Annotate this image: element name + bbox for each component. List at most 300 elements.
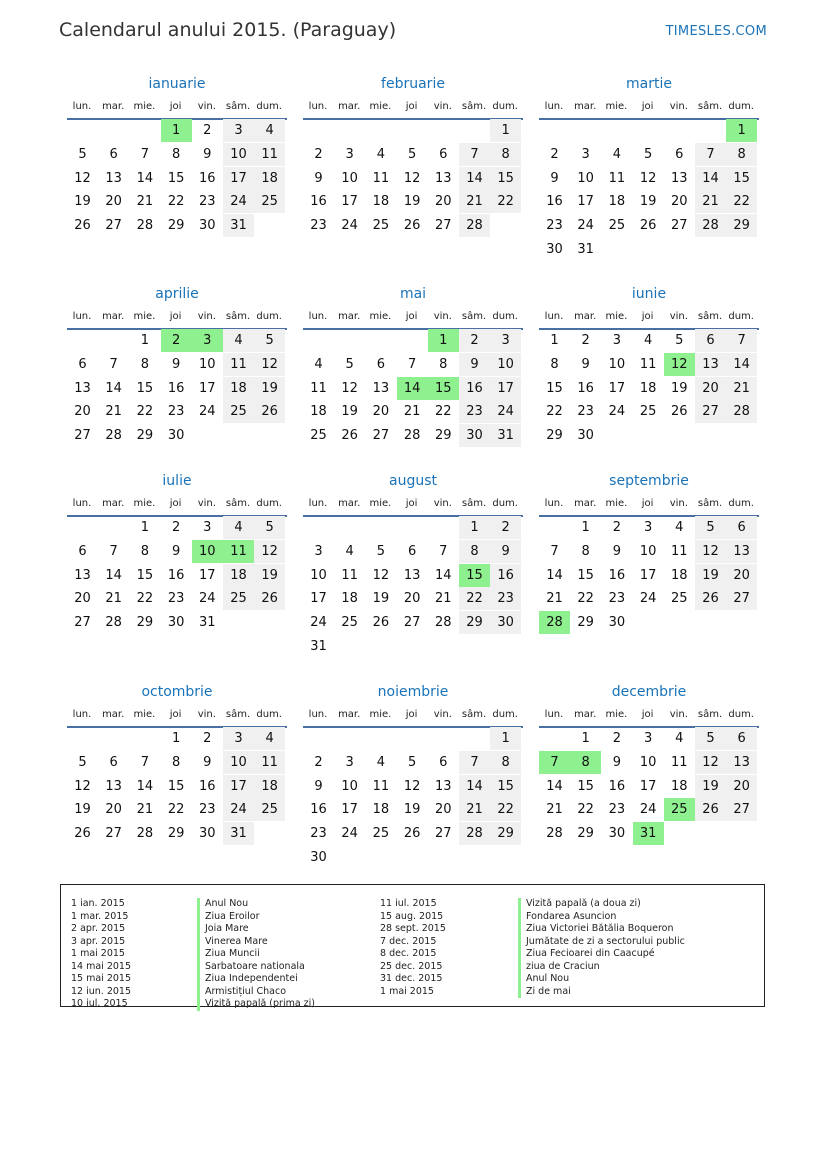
day-cell: 27 bbox=[671, 218, 688, 234]
day-cell: 16 bbox=[310, 194, 327, 210]
weekday-header: joi bbox=[169, 101, 182, 112]
day-cell: 5 bbox=[407, 146, 417, 162]
day-cell: 22 bbox=[490, 190, 521, 213]
day-cell: 24 bbox=[490, 400, 521, 423]
day-cell: 19 bbox=[639, 194, 657, 210]
day-cell: 20 bbox=[726, 564, 757, 587]
weekday-header: mar. bbox=[574, 101, 597, 112]
day-cell: 22 bbox=[136, 404, 154, 420]
weekday-header: lun. bbox=[308, 498, 328, 509]
weekday-header: dum. bbox=[492, 311, 518, 322]
day-cell: 6 bbox=[376, 356, 386, 372]
day-cell: 21 bbox=[459, 798, 490, 821]
day-cell: 4 bbox=[643, 333, 653, 348]
day-cell: 7 bbox=[550, 543, 559, 559]
weekday-header: mie. bbox=[133, 101, 156, 112]
day-cell: 18 bbox=[310, 404, 327, 420]
day-cell: 21 bbox=[136, 194, 154, 210]
day-cell: 3 bbox=[223, 727, 254, 750]
legend-date: 15 aug. 2015 bbox=[380, 910, 444, 922]
day-cell: 23 bbox=[546, 218, 563, 234]
holiday-day-cell: 28 bbox=[539, 611, 570, 634]
day-cell: 5 bbox=[376, 543, 386, 559]
day-cell: 7 bbox=[459, 143, 490, 166]
day-cell: 22 bbox=[490, 798, 521, 821]
weekday-header: vin. bbox=[433, 101, 452, 112]
day-cell: 24 bbox=[199, 591, 216, 607]
day-cell: 24 bbox=[223, 798, 254, 821]
day-cell: 1 bbox=[490, 119, 521, 142]
day-cell: 4 bbox=[223, 329, 254, 352]
day-cell: 17 bbox=[341, 194, 358, 210]
day-cell: 8 bbox=[490, 143, 521, 166]
day-cell: 20 bbox=[726, 775, 757, 798]
weekday-header: joi bbox=[405, 101, 418, 112]
day-cell: 24 bbox=[310, 615, 327, 631]
legend-holiday-name: Vinerea Mare bbox=[197, 936, 315, 949]
day-cell: 29 bbox=[136, 615, 154, 631]
day-cell: 22 bbox=[726, 190, 757, 213]
day-cell: 19 bbox=[74, 194, 91, 210]
day-cell: 4 bbox=[254, 119, 285, 142]
day-cell: 19 bbox=[671, 380, 688, 396]
weekday-header: mar. bbox=[574, 709, 597, 720]
weekday-header: lun. bbox=[544, 709, 564, 720]
day-cell: 2 bbox=[459, 329, 490, 352]
day-cell: 28 bbox=[695, 214, 726, 237]
day-cell: 28 bbox=[136, 826, 154, 842]
page-title: Calendarul anului 2015. (Paraguay) bbox=[59, 19, 397, 41]
weekday-header: joi bbox=[641, 101, 654, 112]
legend-date: 28 sept. 2015 bbox=[380, 923, 446, 934]
weekday-header: vin. bbox=[433, 311, 452, 322]
legend-date: 12 iun. 2015 bbox=[71, 985, 132, 997]
day-cell: 29 bbox=[459, 611, 490, 634]
day-cell: 10 bbox=[310, 567, 327, 583]
weekday-header: sâm. bbox=[697, 498, 723, 509]
holiday-day-cell: 14 bbox=[397, 377, 428, 400]
weekday-header: mar. bbox=[338, 498, 361, 509]
day-cell: 24 bbox=[223, 190, 254, 213]
day-cell: 19 bbox=[254, 564, 285, 587]
day-cell: 23 bbox=[577, 404, 594, 420]
weekday-header: mar. bbox=[338, 311, 361, 322]
day-cell: 25 bbox=[254, 190, 285, 213]
day-cell: 24 bbox=[639, 802, 657, 818]
day-cell: 9 bbox=[171, 356, 181, 372]
day-cell: 15 bbox=[167, 778, 185, 794]
day-cell: 30 bbox=[546, 242, 563, 257]
day-cell: 31 bbox=[490, 424, 521, 447]
day-cell: 25 bbox=[223, 587, 254, 610]
weekday-header: vin. bbox=[669, 498, 688, 509]
weekday-header: mie. bbox=[133, 498, 156, 509]
day-cell: 5 bbox=[695, 516, 726, 539]
day-cell: 21 bbox=[695, 190, 726, 213]
weekday-header: mie. bbox=[133, 311, 156, 322]
day-cell: 16 bbox=[490, 564, 521, 587]
day-cell: 14 bbox=[136, 170, 154, 186]
day-cell: 27 bbox=[695, 400, 726, 423]
day-cell: 14 bbox=[546, 778, 563, 794]
day-cell: 17 bbox=[310, 591, 327, 607]
day-cell: 25 bbox=[254, 798, 285, 821]
weekday-header: vin. bbox=[433, 498, 452, 509]
day-cell: 6 bbox=[675, 146, 684, 162]
day-cell: 29 bbox=[546, 428, 563, 444]
weekday-header: mie. bbox=[605, 101, 628, 112]
day-cell: 26 bbox=[403, 826, 421, 842]
day-cell: 18 bbox=[372, 194, 390, 210]
day-cell: 15 bbox=[136, 567, 154, 583]
day-cell: 13 bbox=[726, 540, 757, 563]
day-cell: 18 bbox=[223, 377, 254, 400]
day-cell: 10 bbox=[223, 143, 254, 166]
day-cell: 18 bbox=[671, 778, 688, 794]
weekday-header: mar. bbox=[102, 498, 125, 509]
day-cell: 29 bbox=[577, 615, 594, 631]
day-cell: 17 bbox=[608, 380, 626, 396]
day-cell: 14 bbox=[105, 380, 122, 396]
day-cell: 30 bbox=[199, 218, 216, 234]
legend-holiday-name: Armistițiul Chaco bbox=[197, 986, 315, 999]
day-cell: 19 bbox=[695, 775, 726, 798]
legend-holiday-name: Sarbatoare nationala bbox=[197, 961, 315, 974]
day-cell: 1 bbox=[171, 731, 181, 746]
day-cell: 18 bbox=[608, 194, 626, 210]
day-cell: 16 bbox=[608, 778, 626, 794]
weekday-header: sâm. bbox=[461, 311, 487, 322]
weekday-header: sâm. bbox=[697, 311, 723, 322]
weekday-header: sâm. bbox=[697, 101, 723, 112]
day-cell: 22 bbox=[546, 404, 563, 420]
day-cell: 7 bbox=[695, 143, 726, 166]
day-cell: 29 bbox=[167, 218, 185, 234]
day-cell: 17 bbox=[341, 802, 358, 818]
month-name: ianuarie bbox=[148, 76, 206, 92]
day-cell: 14 bbox=[459, 775, 490, 798]
day-cell: 19 bbox=[254, 377, 285, 400]
holiday-day-cell: 1 bbox=[428, 329, 459, 352]
day-cell: 5 bbox=[643, 146, 653, 162]
day-cell: 10 bbox=[639, 543, 657, 559]
legend-date: 15 mai 2015 bbox=[71, 973, 132, 984]
day-cell: 2 bbox=[581, 333, 590, 348]
day-cell: 25 bbox=[310, 428, 327, 444]
day-cell: 27 bbox=[105, 218, 122, 234]
day-cell: 16 bbox=[199, 778, 216, 794]
day-cell: 25 bbox=[372, 218, 390, 234]
legend-holiday-name: Vizită papală (a doua zi) bbox=[518, 898, 685, 911]
day-cell: 15 bbox=[167, 170, 185, 186]
month-name: iulie bbox=[162, 473, 192, 489]
legend-date: 11 iul. 2015 bbox=[380, 898, 437, 909]
legend-dates-left bbox=[71, 898, 131, 1011]
weekday-header: lun. bbox=[544, 101, 564, 112]
day-cell: 30 bbox=[490, 611, 521, 634]
day-cell: 12 bbox=[254, 353, 285, 376]
day-cell: 29 bbox=[167, 826, 185, 842]
day-cell: 7 bbox=[439, 543, 448, 559]
day-cell: 26 bbox=[74, 826, 91, 842]
day-cell: 21 bbox=[435, 591, 452, 607]
holiday-day-cell: 3 bbox=[192, 329, 223, 352]
day-cell: 4 bbox=[612, 146, 622, 162]
day-cell: 11 bbox=[254, 751, 285, 774]
day-cell: 13 bbox=[105, 170, 122, 186]
day-cell: 5 bbox=[695, 727, 726, 750]
legend-date: 1 mar. 2015 bbox=[71, 910, 129, 922]
weekday-header: mie. bbox=[133, 709, 156, 720]
day-cell: 28 bbox=[136, 218, 154, 234]
weekday-header: vin. bbox=[433, 709, 452, 720]
weekday-header: vin. bbox=[669, 101, 688, 112]
day-cell: 7 bbox=[140, 754, 150, 770]
day-cell: 13 bbox=[671, 170, 688, 186]
day-cell: 2 bbox=[314, 146, 323, 162]
day-cell: 17 bbox=[577, 194, 594, 210]
legend-holiday-name: Ziua Victoriei Bătălia Boqueron bbox=[518, 923, 685, 936]
day-cell: 16 bbox=[577, 380, 594, 396]
day-cell: 27 bbox=[372, 428, 390, 444]
day-cell: 31 bbox=[310, 639, 327, 654]
day-cell: 3 bbox=[643, 731, 653, 746]
legend-holiday-name: Ziua Fecioarei din Caacupé bbox=[518, 948, 685, 961]
weekday-header: mie. bbox=[605, 498, 628, 509]
day-cell: 5 bbox=[254, 329, 285, 352]
day-cell: 3 bbox=[223, 119, 254, 142]
legend-holiday-name: Anul Nou bbox=[518, 973, 685, 986]
day-cell: 8 bbox=[171, 146, 181, 162]
day-cell: 20 bbox=[671, 194, 688, 210]
month-name: martie bbox=[626, 76, 672, 92]
day-cell: 13 bbox=[105, 778, 122, 794]
day-cell: 3 bbox=[203, 520, 212, 535]
weekday-header: dum. bbox=[256, 311, 282, 322]
day-cell: 17 bbox=[199, 567, 216, 583]
day-cell: 9 bbox=[612, 754, 622, 770]
day-cell: 15 bbox=[726, 167, 757, 190]
day-cell: 12 bbox=[403, 170, 421, 186]
day-cell: 4 bbox=[675, 731, 684, 746]
day-cell: 11 bbox=[254, 143, 285, 166]
day-cell: 24 bbox=[639, 591, 657, 607]
day-cell: 26 bbox=[695, 798, 726, 821]
day-cell: 8 bbox=[550, 356, 559, 372]
day-cell: 12 bbox=[74, 170, 91, 186]
day-cell: 30 bbox=[310, 850, 327, 865]
weekday-header: dum. bbox=[492, 498, 518, 509]
day-cell: 17 bbox=[639, 778, 657, 794]
day-cell: 4 bbox=[376, 754, 386, 770]
day-cell: 7 bbox=[459, 751, 490, 774]
day-cell: 19 bbox=[403, 194, 421, 210]
month-name: decembrie bbox=[611, 684, 687, 700]
day-cell: 1 bbox=[581, 520, 590, 535]
weekday-header: sâm. bbox=[225, 311, 251, 322]
day-cell: 29 bbox=[136, 428, 154, 444]
day-cell: 1 bbox=[459, 516, 490, 539]
month-name: septembrie bbox=[609, 473, 689, 489]
holiday-day-cell: 15 bbox=[459, 564, 490, 587]
weekday-header: sâm. bbox=[225, 709, 251, 720]
day-cell: 25 bbox=[372, 826, 390, 842]
day-cell: 3 bbox=[643, 520, 653, 535]
day-cell: 23 bbox=[608, 591, 626, 607]
legend-date: 1 ian. 2015 bbox=[71, 898, 125, 909]
weekday-header: mar. bbox=[102, 311, 125, 322]
day-cell: 6 bbox=[726, 727, 757, 750]
day-cell: 19 bbox=[372, 591, 390, 607]
weekday-header: vin. bbox=[669, 311, 688, 322]
weekday-header: joi bbox=[641, 709, 654, 720]
legend-holiday-name: Fondarea Asuncion bbox=[518, 911, 685, 924]
day-cell: 25 bbox=[639, 404, 657, 420]
day-cell: 2 bbox=[203, 731, 212, 746]
day-cell: 23 bbox=[199, 802, 216, 818]
day-cell: 4 bbox=[376, 146, 386, 162]
weekday-header: joi bbox=[405, 311, 418, 322]
day-cell: 21 bbox=[105, 404, 122, 420]
day-cell: 6 bbox=[439, 754, 448, 770]
day-cell: 26 bbox=[671, 404, 688, 420]
weekday-header: joi bbox=[405, 498, 418, 509]
day-cell: 22 bbox=[136, 591, 154, 607]
weekday-header: joi bbox=[169, 498, 182, 509]
weekday-header: sâm. bbox=[461, 498, 487, 509]
weekday-header: mie. bbox=[605, 709, 628, 720]
day-cell: 12 bbox=[695, 540, 726, 563]
weekday-header: lun. bbox=[72, 311, 92, 322]
day-cell: 8 bbox=[490, 751, 521, 774]
legend-names-right bbox=[518, 898, 685, 998]
day-cell: 16 bbox=[546, 194, 563, 210]
legend-date: 7 dec. 2015 bbox=[380, 935, 437, 947]
day-cell: 30 bbox=[608, 615, 626, 631]
day-cell: 28 bbox=[435, 615, 452, 631]
day-cell: 16 bbox=[310, 802, 327, 818]
day-cell: 3 bbox=[314, 543, 323, 559]
weekday-header: vin. bbox=[669, 709, 688, 720]
day-cell: 25 bbox=[608, 218, 626, 234]
day-cell: 27 bbox=[726, 798, 757, 821]
holiday-day-cell: 11 bbox=[223, 540, 254, 563]
day-cell: 12 bbox=[74, 778, 91, 794]
weekday-header: dum. bbox=[728, 498, 754, 509]
day-cell: 22 bbox=[459, 587, 490, 610]
day-cell: 16 bbox=[199, 170, 216, 186]
day-cell: 11 bbox=[639, 356, 657, 372]
day-cell: 13 bbox=[435, 778, 452, 794]
legend-dates-right bbox=[380, 898, 446, 998]
day-cell: 1 bbox=[140, 333, 150, 348]
month-name: februarie bbox=[381, 76, 445, 92]
day-cell: 4 bbox=[345, 543, 354, 559]
day-cell: 10 bbox=[223, 751, 254, 774]
weekday-header: dum. bbox=[728, 709, 754, 720]
weekday-header: vin. bbox=[197, 709, 216, 720]
day-cell: 9 bbox=[459, 353, 490, 376]
day-cell: 10 bbox=[577, 170, 594, 186]
day-cell: 27 bbox=[74, 428, 91, 444]
weekday-header: lun. bbox=[544, 311, 564, 322]
day-cell: 26 bbox=[372, 615, 390, 631]
day-cell: 20 bbox=[372, 404, 390, 420]
weekday-header: dum. bbox=[492, 709, 518, 720]
legend-date: 3 apr. 2015 bbox=[71, 935, 126, 947]
day-cell: 28 bbox=[546, 826, 563, 842]
day-cell: 21 bbox=[726, 377, 757, 400]
day-cell: 22 bbox=[167, 194, 185, 210]
day-cell: 11 bbox=[671, 754, 688, 770]
day-cell: 12 bbox=[403, 778, 421, 794]
day-cell: 15 bbox=[490, 775, 521, 798]
weekday-header: dum. bbox=[728, 311, 754, 322]
day-cell: 14 bbox=[136, 778, 154, 794]
day-cell: 30 bbox=[459, 424, 490, 447]
brand-link[interactable]: TIMESLES.COM bbox=[665, 24, 767, 39]
day-cell: 23 bbox=[310, 826, 327, 842]
weekday-header: vin. bbox=[197, 311, 216, 322]
weekday-header: sâm. bbox=[225, 101, 251, 112]
day-cell: 20 bbox=[695, 377, 726, 400]
weekday-header: joi bbox=[641, 498, 654, 509]
day-cell: 11 bbox=[671, 543, 688, 559]
holiday-day-cell: 2 bbox=[161, 329, 192, 352]
day-cell: 30 bbox=[199, 826, 216, 842]
day-cell: 31 bbox=[223, 822, 254, 845]
day-cell: 8 bbox=[140, 543, 150, 559]
day-cell: 14 bbox=[546, 567, 563, 583]
day-cell: 24 bbox=[341, 218, 358, 234]
day-cell: 28 bbox=[726, 400, 757, 423]
day-cell: 3 bbox=[345, 146, 354, 162]
day-cell: 19 bbox=[403, 802, 421, 818]
day-cell: 6 bbox=[439, 146, 448, 162]
day-cell: 13 bbox=[435, 170, 452, 186]
holiday-day-cell: 10 bbox=[192, 540, 223, 563]
weekday-header: sâm. bbox=[697, 709, 723, 720]
day-cell: 9 bbox=[203, 146, 212, 162]
day-cell: 5 bbox=[345, 356, 354, 372]
weekday-header: dum. bbox=[256, 101, 282, 112]
legend-holiday-name: Ziua Eroilor bbox=[197, 911, 315, 924]
day-cell: 14 bbox=[105, 567, 122, 583]
weekday-header: mar. bbox=[574, 311, 597, 322]
day-cell: 2 bbox=[550, 146, 559, 162]
day-cell: 27 bbox=[435, 826, 452, 842]
weekday-header: dum. bbox=[492, 101, 518, 112]
holiday-day-cell: 12 bbox=[664, 353, 695, 376]
day-cell: 9 bbox=[171, 543, 181, 559]
day-cell: 4 bbox=[254, 727, 285, 750]
legend-holiday-name: Joia Mare bbox=[197, 923, 315, 936]
weekday-header: mie. bbox=[369, 311, 392, 322]
day-cell: 2 bbox=[612, 520, 622, 535]
day-cell: 11 bbox=[310, 380, 327, 396]
legend-date: 10 iul. 2015 bbox=[71, 998, 128, 1009]
day-cell: 1 bbox=[550, 333, 559, 348]
day-cell: 1 bbox=[581, 731, 590, 746]
month-name: octombrie bbox=[141, 684, 213, 700]
day-cell: 5 bbox=[407, 754, 417, 770]
day-cell: 18 bbox=[341, 591, 358, 607]
day-cell: 11 bbox=[341, 567, 358, 583]
weekday-header: dum. bbox=[256, 709, 282, 720]
day-cell: 27 bbox=[105, 826, 122, 842]
day-cell: 13 bbox=[403, 567, 421, 583]
day-cell: 18 bbox=[639, 380, 657, 396]
